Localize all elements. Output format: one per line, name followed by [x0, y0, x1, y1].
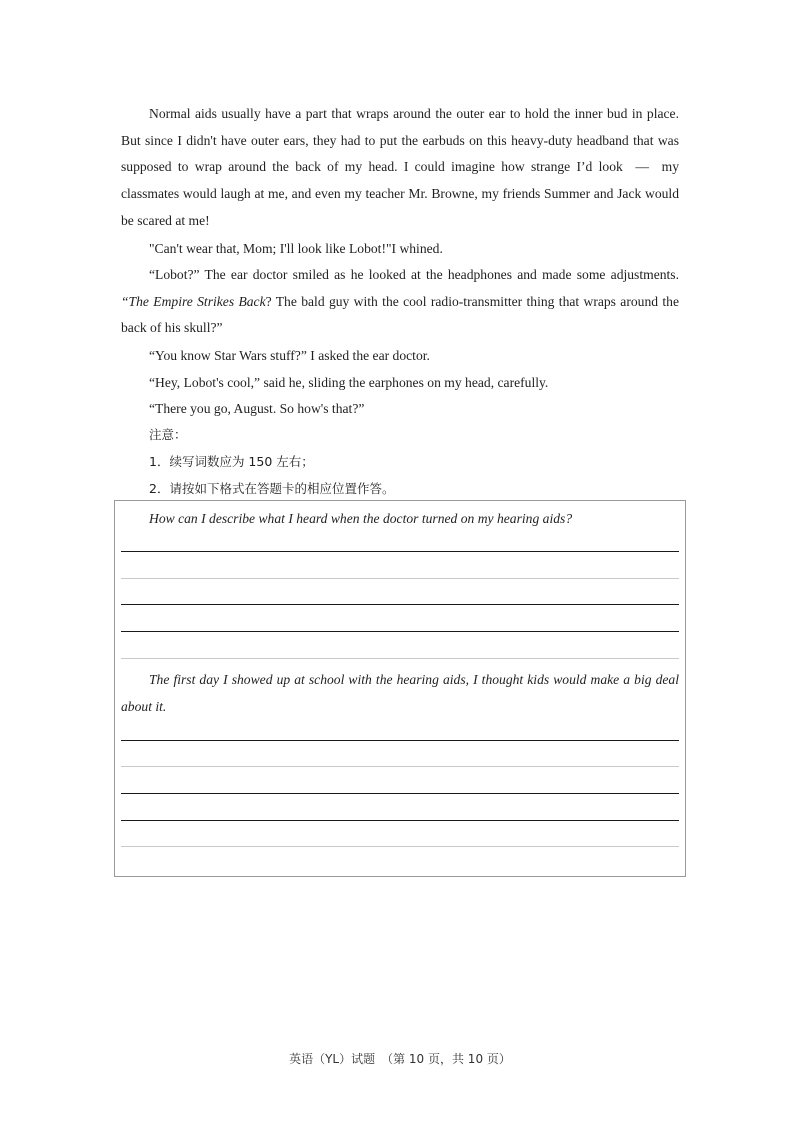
answer-line[interactable]: [121, 631, 679, 632]
story-paragraph-3-lead: “Lobot?” The ear doctor smiled as he looked at the headphones and made some adjustments.: [149, 267, 679, 282]
story-paragraph-4: “You know Star Wars stuff?” I asked the ear doctor.: [149, 348, 430, 363]
story-paragraph-3-rest: ? The bald guy with the cool radio-transmitter thing that wraps around the back of his skull?”: [121, 293, 679, 336]
answer-line[interactable]: [121, 793, 679, 794]
notes-heading: 注意：: [149, 427, 187, 442]
story-paragraph-6: “There you go, August. So how's that?”: [149, 401, 365, 416]
answer-line[interactable]: [121, 658, 679, 659]
movie-title: “The Empire Strikes Back: [121, 293, 266, 309]
answer-prompt-2: The first day I showed up at school with the hearing aids, I thought kids would make a big deal about it.: [121, 672, 679, 714]
story-paragraph-5: “Hey, Lobot's cool,” said he, sliding the earphones on my head, carefully.: [149, 375, 549, 390]
answer-line[interactable]: [121, 551, 679, 552]
story-paragraph-1: Normal aids usually have a part that wraps around the outer ear to hold the inner bud in place. But since I didn't have outer ears, they had to put the earbuds on this heavy-duty headband that was supposed to wrap around the back of my head. I could imagine how strange I’d look — my classmates would laugh at me, and even my teacher Mr. Browne, my friends Summer and Jack would be scared at me!: [121, 106, 679, 228]
answer-prompt-1: How can I describe what I heard when the doctor turned on my hearing aids?: [149, 511, 573, 526]
answer-line[interactable]: [121, 766, 679, 767]
answer-line[interactable]: [121, 740, 679, 741]
notes-item-2: 2．请按如下格式在答题卡的相应位置作答。: [149, 481, 395, 496]
story-paragraph-2: "Can't wear that, Mom; I'll look like Lobot!"I whined.: [149, 241, 443, 256]
notes-item-1: 1．续写词数应为 150 左右；: [149, 454, 314, 469]
answer-line[interactable]: [121, 604, 679, 605]
answer-line[interactable]: [121, 578, 679, 579]
page-footer: 英语（YL）试题 （第 10 页，共 10 页）: [289, 1052, 511, 1066]
answer-line[interactable]: [121, 846, 679, 847]
answer-line[interactable]: [121, 820, 679, 821]
story-paragraph-3: [121, 262, 679, 342]
